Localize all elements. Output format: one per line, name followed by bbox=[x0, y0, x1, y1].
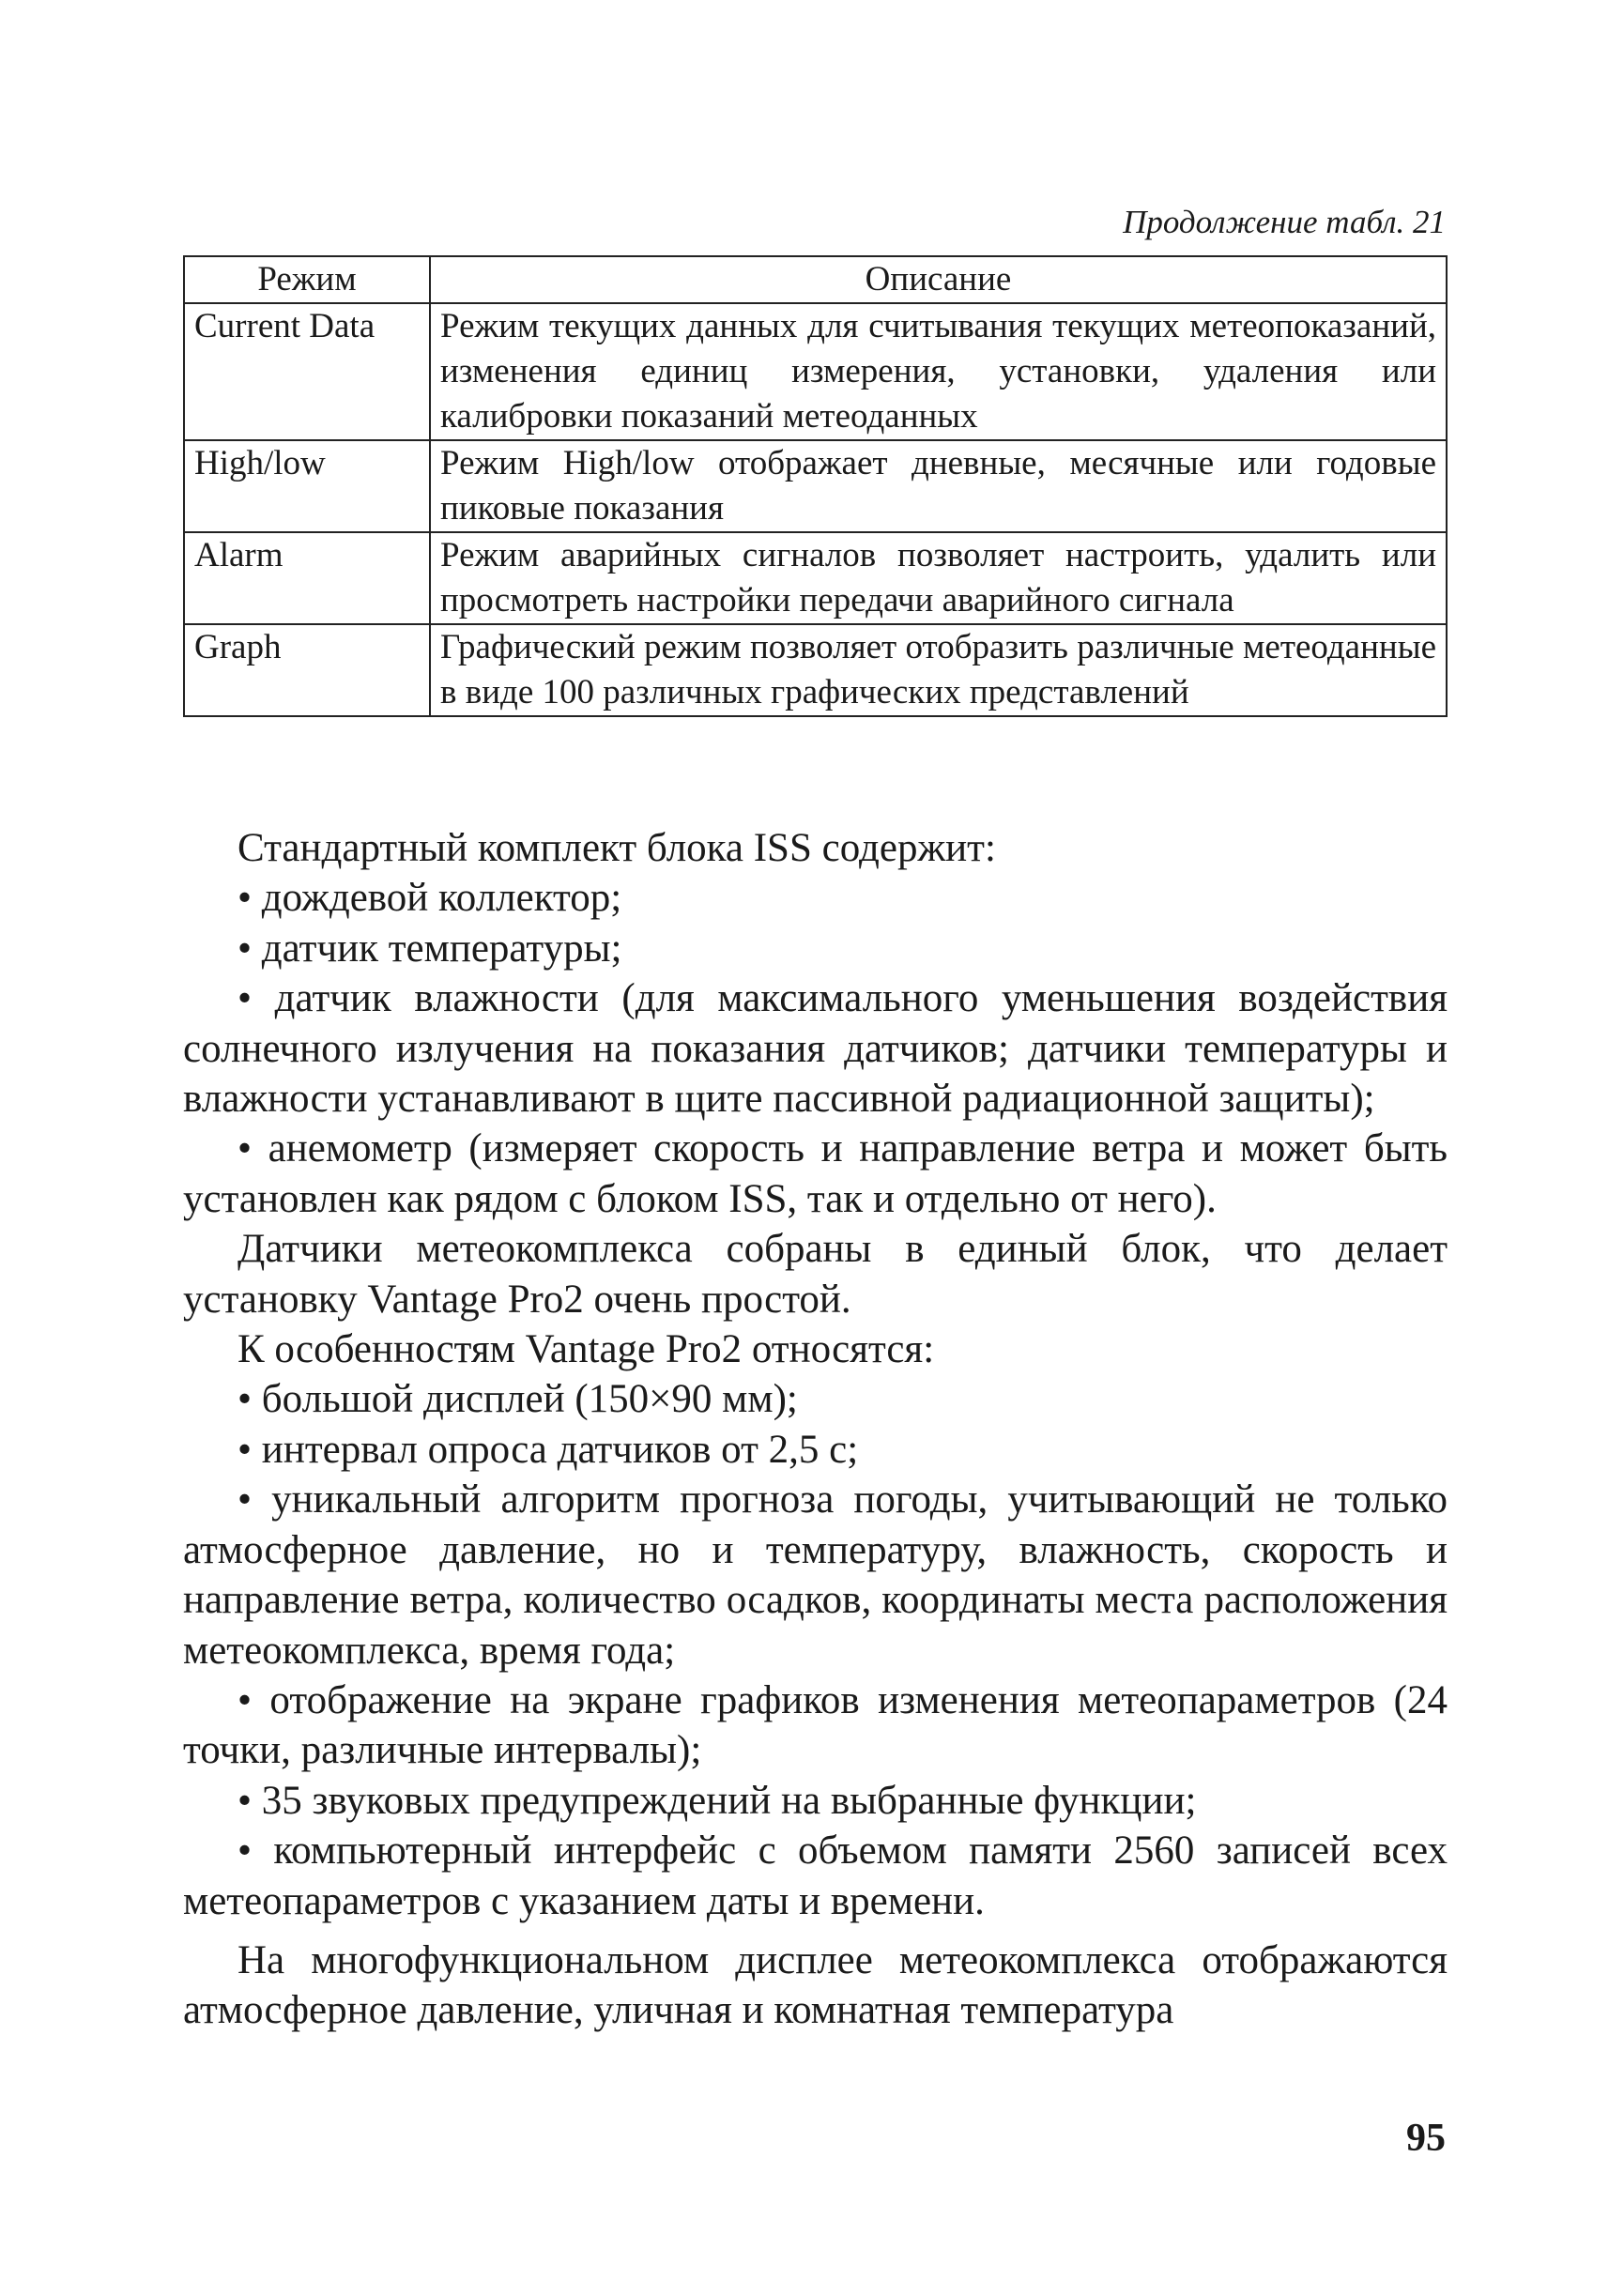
description-cell: Режим High/low отображает дневные, месячные или годовые пиковые показания bbox=[430, 440, 1447, 532]
table-row bbox=[184, 532, 1447, 624]
page-number: 95 bbox=[1406, 2117, 1446, 2160]
column-header-description: Описание bbox=[430, 256, 1447, 303]
list-item: • датчик влажности (для максимального уменьшения воздействия солнечного излучения на показания датчиков; датчики температуры и влажности устанавливают в щите пассивной радиационной защиты); bbox=[183, 976, 1448, 1122]
modes-table bbox=[183, 255, 1448, 717]
paragraph: На многофункциональном дисплее метеокомплекса отображаются атмосферное давление, уличная и комнатная температура bbox=[183, 1937, 1448, 2033]
list-item: • уникальный алгоритм прогноза погоды, учитывающий не только атмосферное давление, но и температуру, влажность, скорость и направление ветра, количество осадков, координаты места расположения метеокомплекса, время года; bbox=[183, 1477, 1448, 1673]
mode-cell: Current Data bbox=[184, 303, 430, 440]
list-item: • датчик температуры; bbox=[237, 926, 622, 971]
paragraph: К особенностям Vantage Pro2 относятся: bbox=[237, 1327, 935, 1372]
list-item: • интервал опроса датчиков от 2,5 с; bbox=[237, 1427, 859, 1472]
list-item: • 35 звуковых предупреждений на выбранные функции; bbox=[237, 1778, 1197, 1823]
list-item: • анемометр (измеряет скорость и направление ветра и может быть установлен как рядом с блоком ISS, так и отдельно от него). bbox=[183, 1126, 1448, 1221]
mode-cell: Graph bbox=[184, 624, 430, 716]
body-text bbox=[183, 823, 1448, 2036]
list-item: • большой дисплей (150×90 мм); bbox=[237, 1377, 798, 1422]
description-cell: Графический режим позволяет отобразить различные метеоданные в виде 100 различных графических представлений bbox=[430, 624, 1447, 716]
column-header-mode: Режим bbox=[184, 256, 430, 303]
description-cell: Режим аварийных сигналов позволяет настроить, удалить или просмотреть настройки передачи аварийного сигнала bbox=[430, 532, 1447, 624]
table-row bbox=[184, 624, 1447, 716]
description-cell: Режим текущих данных для считывания текущих метеопоказаний, изменения единиц измерения, установки, удаления или калибровки показаний метеоданных bbox=[430, 303, 1447, 440]
table-row bbox=[184, 303, 1447, 440]
mode-cell: High/low bbox=[184, 440, 430, 532]
table-caption: Продолжение табл. 21 bbox=[1123, 204, 1446, 240]
paragraph: Датчики метеокомплекса собраны в единый блок, что делает установку Vantage Pro2 очень простой. bbox=[183, 1227, 1448, 1322]
paragraph: Стандартный комплект блока ISS содержит: bbox=[237, 826, 996, 870]
mode-cell: Alarm bbox=[184, 532, 430, 624]
list-item: • компьютерный интерфейс с объемом памяти 2560 записей всех метеопараметров с указанием даты и времени. bbox=[183, 1828, 1448, 1923]
list-item: • дождевой коллектор; bbox=[237, 876, 622, 921]
table-header-row bbox=[184, 256, 1447, 303]
list-item: • отображение на экране графиков изменения метеопараметров (24 точки, различные интервалы); bbox=[183, 1677, 1448, 1773]
table-row bbox=[184, 440, 1447, 532]
